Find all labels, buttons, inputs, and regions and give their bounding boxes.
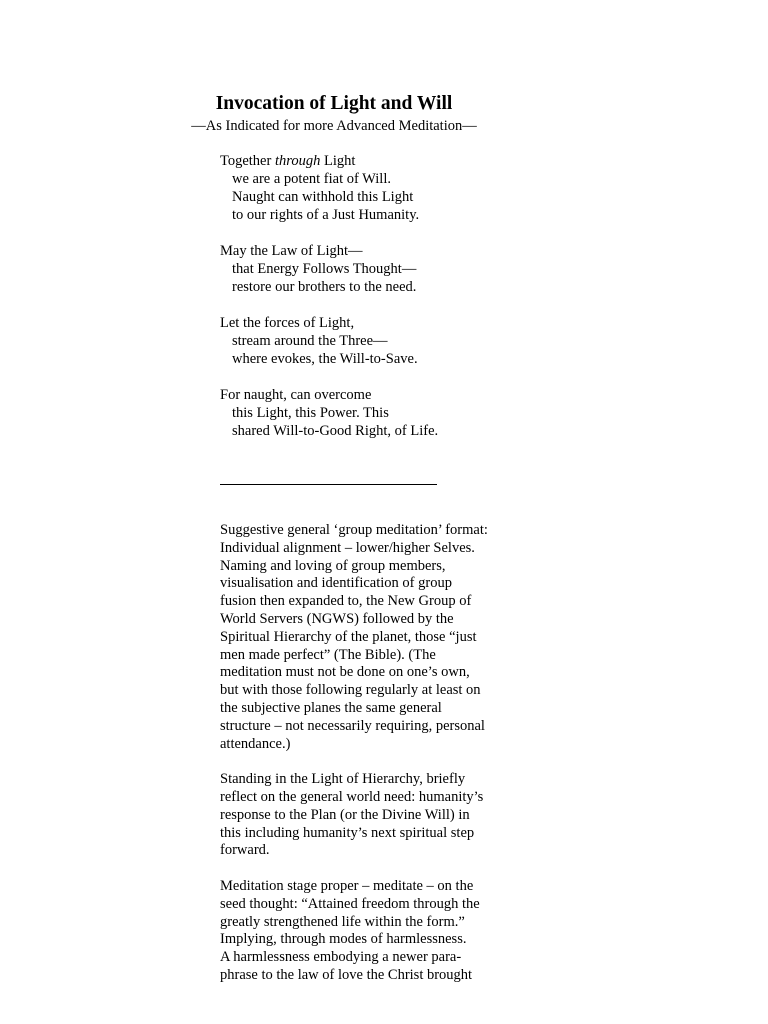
poem-line: this Light, this Power. This [232,405,389,421]
poem-stanza [220,314,640,368]
prose-line: forward. [220,842,270,859]
prose-paragraph [220,522,520,753]
prose-line: greatly strengthened life within the form.” [220,913,465,930]
poem-stanza [220,152,640,224]
prose-line: structure – not necessarily requiring, personal [220,717,485,734]
prose-line: men made perfect” (The Bible). (The [220,646,436,663]
prose-line: World Servers (NGWS) followed by the [220,610,454,627]
document-title: Invocation of Light and Will [215,93,453,114]
prose-line: fusion then expanded to, the New Group of [220,593,472,610]
prose-line: visualisation and identification of group [220,575,452,592]
poem-line: Let the forces of Light, [220,315,355,331]
prose-line: attendance.) [220,735,291,752]
prose-line: A harmlessness embodying a newer para- [220,949,462,966]
meditation-notes [220,522,520,1003]
poem-line: where evokes, the Will-to-Save. [232,351,418,367]
poem-line [220,152,640,170]
poem-line: to our rights of a Just Humanity. [232,207,420,223]
poem-line: we are a potent fiat of Will. [232,171,391,187]
prose-line: Individual alignment – lower/higher Selves. [220,539,475,556]
poem-line-emphasis: through [274,153,321,169]
document-subtitle: —As Indicated for more Advanced Meditation— [191,118,477,134]
prose-line: Implying, through modes of harmlessness. [220,931,467,948]
prose-line: Naming and loving of group members, [220,557,446,574]
invocation-poem [220,152,640,458]
poem-stanza [220,386,640,440]
section-divider [220,484,437,485]
poem-line: For naught, can overcome [220,387,372,403]
prose-line: reflect on the general world need: humanity’s [220,788,484,805]
prose-line: response to the Plan (or the Divine Will) in [220,806,470,823]
poem-line: Naught can withhold this Light [232,189,414,205]
prose-line: the subjective planes the same general [220,699,442,716]
prose-line: Suggestive general ‘group meditation’ format: [220,522,488,538]
prose-line: Standing in the Light of Hierarchy, briefly [220,771,466,788]
poem-line: restore our brothers to the need. [232,279,417,295]
poem-stanza [220,242,640,296]
prose-line: but with those following regularly at least on [220,682,481,699]
prose-line: Spiritual Hierarchy of the planet, those “just [220,628,477,645]
poem-line: May the Law of Light— [220,243,363,259]
prose-paragraph [220,771,520,860]
prose-line: phrase to the law of love the Christ brought [220,966,473,983]
prose-line: this including humanity’s next spiritual step [220,824,475,841]
poem-line: shared Will-to-Good Right, of Life. [232,423,439,439]
poem-line-text: Light [320,153,356,169]
prose-paragraph [220,878,520,985]
poem-line: that Energy Follows Thought— [232,261,417,277]
prose-line: seed thought: “Attained freedom through the [220,895,480,912]
prose-line: Meditation stage proper – meditate – on the [220,877,474,894]
poem-line: stream around the Three— [232,333,388,349]
poem-line-text: Together [220,153,275,169]
prose-line: meditation must not be done on one’s own, [220,664,470,681]
